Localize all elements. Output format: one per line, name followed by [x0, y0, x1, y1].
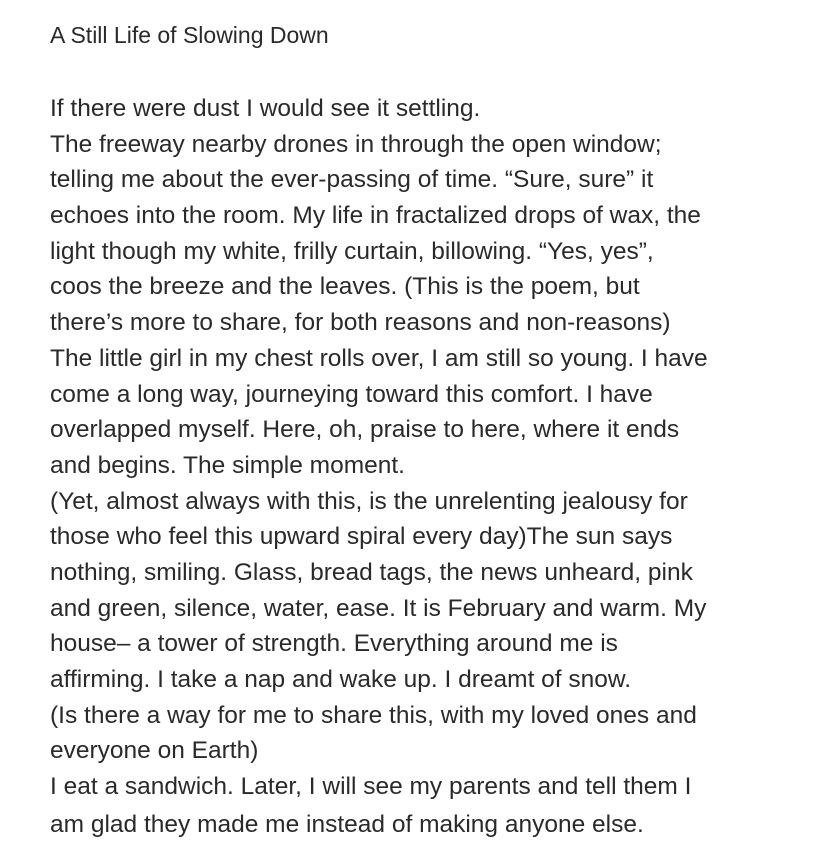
poem-line: everyone on Earth) — [50, 737, 259, 765]
poem-title: A Still Life of Slowing Down — [50, 22, 329, 48]
poem-line: nothing, smiling. Glass, bread tags, the news unheard, pink — [50, 558, 693, 586]
poem-line: and green, silence, water, ease. It is February and warm. My — [50, 594, 707, 622]
poem-line: those who feel this upward spiral every day)The sun says — [50, 523, 673, 551]
poem-line: am glad they made me instead of making anyone else. — [50, 810, 644, 838]
poem-line: I eat a sandwich. Later, I will see my parents and tell them I — [50, 773, 692, 801]
poem-line: light though my white, frilly curtain, billowing. “Yes, yes”, — [50, 237, 654, 265]
poem-line: house– a tower of strength. Everything around me is — [50, 630, 618, 658]
poem-line: If there were dust I would see it settling. — [50, 95, 481, 122]
poem-line: telling me about the ever-passing of time. “Sure, sure” it — [50, 166, 654, 194]
poem-line: echoes into the room. My life in fractalized drops of wax, the — [50, 202, 701, 230]
poem-line: (Is there a way for me to share this, with my loved ones and — [50, 701, 697, 729]
poem-line: The freeway nearby drones in through the open window; — [50, 130, 662, 158]
poem-line: come a long way, journeying toward this comfort. I have — [50, 380, 653, 408]
poem-line: there’s more to share, for both reasons and non-reasons) — [50, 309, 671, 337]
poem-line: The little girl in my chest rolls over, I am still so young. I have — [50, 344, 708, 372]
poem-body — [50, 91, 820, 844]
poem-line: coos the breeze and the leaves. (This is the poem, but — [50, 273, 640, 301]
poem-line: and begins. The simple moment. — [50, 451, 405, 479]
poem-line: overlapped myself. Here, oh, praise to here, where it ends — [50, 416, 680, 444]
poem-line: (Yet, almost always with this, is the unrelenting jealousy for — [50, 487, 688, 515]
poem-line: affirming. I take a nap and wake up. I dreamt of snow. — [50, 666, 632, 693]
